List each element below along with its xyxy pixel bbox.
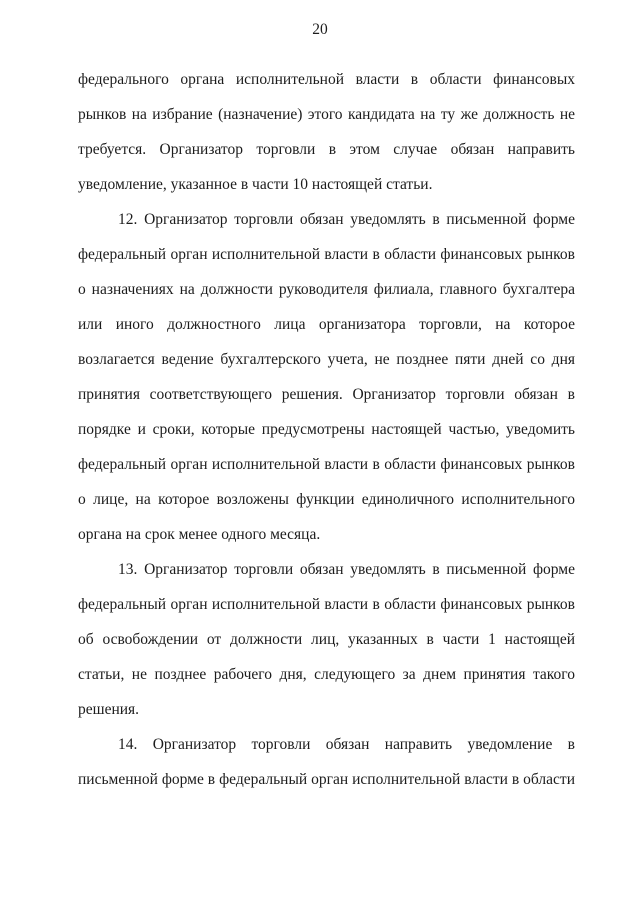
text-line [78, 482, 575, 517]
text-line [78, 412, 575, 447]
text-line [78, 237, 575, 272]
text-line-content: 13. Организатор торговли обязан уведомлять в письменной форме [118, 561, 575, 578]
text-line [78, 587, 575, 622]
text-line [78, 97, 575, 132]
text-content [78, 62, 575, 797]
text-line [78, 62, 575, 97]
page-number: 20 [312, 21, 328, 38]
text-line [78, 132, 575, 167]
text-line-content: или иного должностного лица организатора торговли, на которое [78, 316, 575, 333]
text-line [78, 622, 575, 657]
text-line [78, 762, 575, 797]
text-line-content: федерального органа исполнительной власти в области финансовых [78, 71, 575, 88]
paragraph-item-13 [78, 552, 575, 727]
text-line-content: 12. Организатор торговли обязан уведомлять в письменной форме [118, 211, 575, 228]
text-line-content: органа на срок менее одного месяца. [78, 526, 321, 543]
text-line-content: требуется. Организатор торговли в этом случае обязан направить [78, 141, 575, 158]
text-line-content: порядке и сроки, которые предусмотрены настоящей частью, уведомить [78, 421, 575, 438]
paragraph-item-11-continuation [78, 62, 575, 202]
text-line [78, 692, 575, 727]
text-line-content: возлагается ведение бухгалтерского учета, не позднее пяти дней со дня [78, 351, 575, 368]
text-line-content: о назначениях на должности руководителя филиала, главного бухгалтера [78, 281, 575, 298]
text-line-content: федеральный орган исполнительной власти в области финансовых рынков [78, 456, 575, 473]
text-line-content: об освобождении от должности лиц, указанных в части 1 настоящей [78, 631, 575, 648]
text-line-content: рынков на избрание (назначение) этого кандидата на ту же должность не [78, 106, 575, 123]
text-line [78, 727, 575, 762]
text-line [78, 307, 575, 342]
text-line [78, 447, 575, 482]
text-line [78, 517, 575, 552]
text-line-content: уведомление, указанное в части 10 настоящей статьи. [78, 176, 433, 193]
text-line-content: федеральный орган исполнительной власти в области финансовых рынков [78, 596, 575, 613]
text-line [78, 167, 575, 202]
text-line [78, 272, 575, 307]
text-line-content: принятия соответствующего решения. Организатор торговли обязан в [78, 386, 575, 403]
text-line [78, 377, 575, 412]
paragraph-item-14 [78, 727, 575, 797]
text-line-content: решения. [78, 701, 140, 718]
text-line-content: статьи, не позднее рабочего дня, следующего за днем принятия такого [78, 666, 575, 683]
text-line-content: федеральный орган исполнительной власти в области финансовых рынков [78, 246, 575, 263]
text-line [78, 657, 575, 692]
paragraph-item-12 [78, 202, 575, 552]
text-line [78, 342, 575, 377]
text-line-content: письменной форме в федеральный орган исполнительной власти в области [78, 771, 575, 788]
text-line-content: 14. Организатор торговли обязан направить уведомление в [118, 736, 575, 753]
text-line [78, 202, 575, 237]
text-line-content: о лице, на которое возложены функции единоличного исполнительного [78, 491, 575, 508]
text-line [78, 552, 575, 587]
